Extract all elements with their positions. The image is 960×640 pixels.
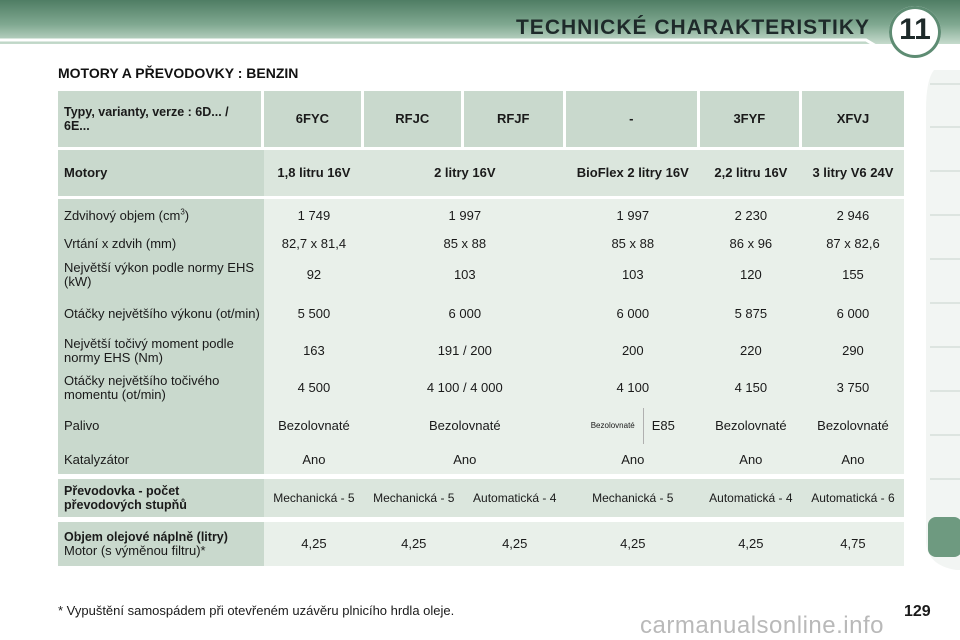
section-title: MOTORY A PŘEVODOVKY : BENZIN [58,65,299,81]
table-cell: 4 100 [566,369,700,406]
motor-cell: 3 litry V6 24V [802,150,904,199]
table-row [58,199,904,233]
table-cell: 4,75 [802,517,904,566]
table-cell: 120 [700,255,802,295]
table-cell: 4 500 [264,369,364,406]
table-row [58,255,904,295]
table-cell: Ano [802,446,904,474]
column-header: RFJF [464,91,566,150]
table-row-fuel [58,406,904,446]
table-cell: Mechanická - 5 [264,474,364,517]
table-cell: 4,25 [264,517,364,566]
table-cell: Automatická - 4 [700,474,802,517]
row-label: Převodovka - počet převodových stupňů [58,474,264,517]
table-cell: 1 997 [566,199,700,233]
column-header: - [566,91,700,150]
table-cell: 5 500 [264,295,364,332]
row-label: Palivo [58,406,264,446]
row-label: Otáčky největšího výkonu (ot/min) [58,295,264,332]
row-label: Zdvihový objem $(cm^3)$ [58,199,264,233]
table-cell: 1 997 [364,199,566,233]
motor-cell: 2,2 litru 16V [700,150,802,199]
column-header: 3FYF [700,91,802,150]
table-cell: Ano [566,446,700,474]
table-cell: 4 150 [700,369,802,406]
table-cell: Automatická - 4 [464,474,566,517]
table-cell: Bezolovnaté [802,406,904,446]
table-cell: 85 x 88 [566,233,700,255]
row-label: Katalyzátor [58,446,264,474]
column-header: RFJC [364,91,464,150]
row-label: Největší točivý moment podle normy EHS (Nm) [58,332,264,369]
table-cell: 5 875 [700,295,802,332]
footnote: * Vypuštění samospádem při otevřeném uzávěru plnicího hrdla oleje. [58,603,455,618]
table-cell: 290 [802,332,904,369]
table-cell: 82,7 x 81,4 [264,233,364,255]
page-number: 129 [904,603,931,620]
table-cell: 200 [566,332,700,369]
motor-cell: 1,8 litru 16V [264,150,364,199]
table-cell: Mechanická - 5 [364,474,464,517]
table-row [58,369,904,406]
table-row [58,446,904,474]
table-cell: Ano [700,446,802,474]
fuel-option-e85: E85 [651,418,675,433]
fuel-option-petrol: Bezolovnaté [591,408,644,444]
gearbox-row [58,474,904,517]
table-cell: 85 x 88 [364,233,566,255]
table-header-row [58,91,904,150]
table-row [58,332,904,369]
table-cell: 4,25 [464,517,566,566]
table-cell: Ano [364,446,566,474]
table-cell: 163 [264,332,364,369]
watermark: carmanualsonline.info [640,612,884,639]
table-cell: 1 749 [264,199,364,233]
table-row [58,295,904,332]
table-cell: 4 100 / 4 000 [364,369,566,406]
table-cell: 103 [566,255,700,295]
motor-cell: 2 litry 16V [364,150,566,199]
row-label: Otáčky největšího točivého momentu (ot/min) [58,369,264,406]
table-cell: 87 x 82,6 [802,233,904,255]
table-cell: 3 750 [802,369,904,406]
chapter-number: 11 [899,13,931,46]
motor-cell: BioFlex 2 litry 16V [566,150,700,199]
table-cell: 2 946 [802,199,904,233]
table-cell: Automatická - 6 [802,474,904,517]
table-cell: Bezolovnaté [700,406,802,446]
table-cell: Ano [264,446,364,474]
table-cell: 6 000 [364,295,566,332]
table-cell: Bezolovnaté [364,406,566,446]
table-cell: 4,25 [364,517,464,566]
chapter-side-tabs [926,70,960,570]
table-cell: 103 [364,255,566,295]
table-cell: Bezolovnaté [264,406,364,446]
table-row [58,233,904,255]
page-title: TECHNICKÉ CHARAKTERISTIKY [515,16,870,39]
table-cell: 92 [264,255,364,295]
active-chapter-tab[interactable] [928,517,960,557]
table-cell: 2 230 [700,199,802,233]
row-label: Objem olejové náplně (litry) Motor (s výměnou filtru)* [58,517,264,566]
row-label: Vrtání x zdvih (mm) [58,233,264,255]
table-cell: 86 x 96 [700,233,802,255]
table-cell: 4,25 [566,517,700,566]
row-label: Největší výkon podle normy EHS (kW) [58,255,264,295]
oil-row [58,517,904,566]
motor-row [58,150,904,199]
header-label: Typy, varianty, verze : 6D... / 6E... [58,91,264,150]
table-cell: 191 / 200 [364,332,566,369]
table-cell: 220 [700,332,802,369]
motor-label: Motory [58,150,264,199]
column-header: XFVJ [802,91,904,150]
table-cell: 6 000 [566,295,700,332]
column-header: 6FYC [264,91,364,150]
table-cell-split [566,406,700,446]
table-cell: Mechanická - 5 [566,474,700,517]
engine-spec-table [58,91,904,566]
table-cell: 4,25 [700,517,802,566]
table-cell: 6 000 [802,295,904,332]
page-header [0,0,960,58]
table-cell: 155 [802,255,904,295]
